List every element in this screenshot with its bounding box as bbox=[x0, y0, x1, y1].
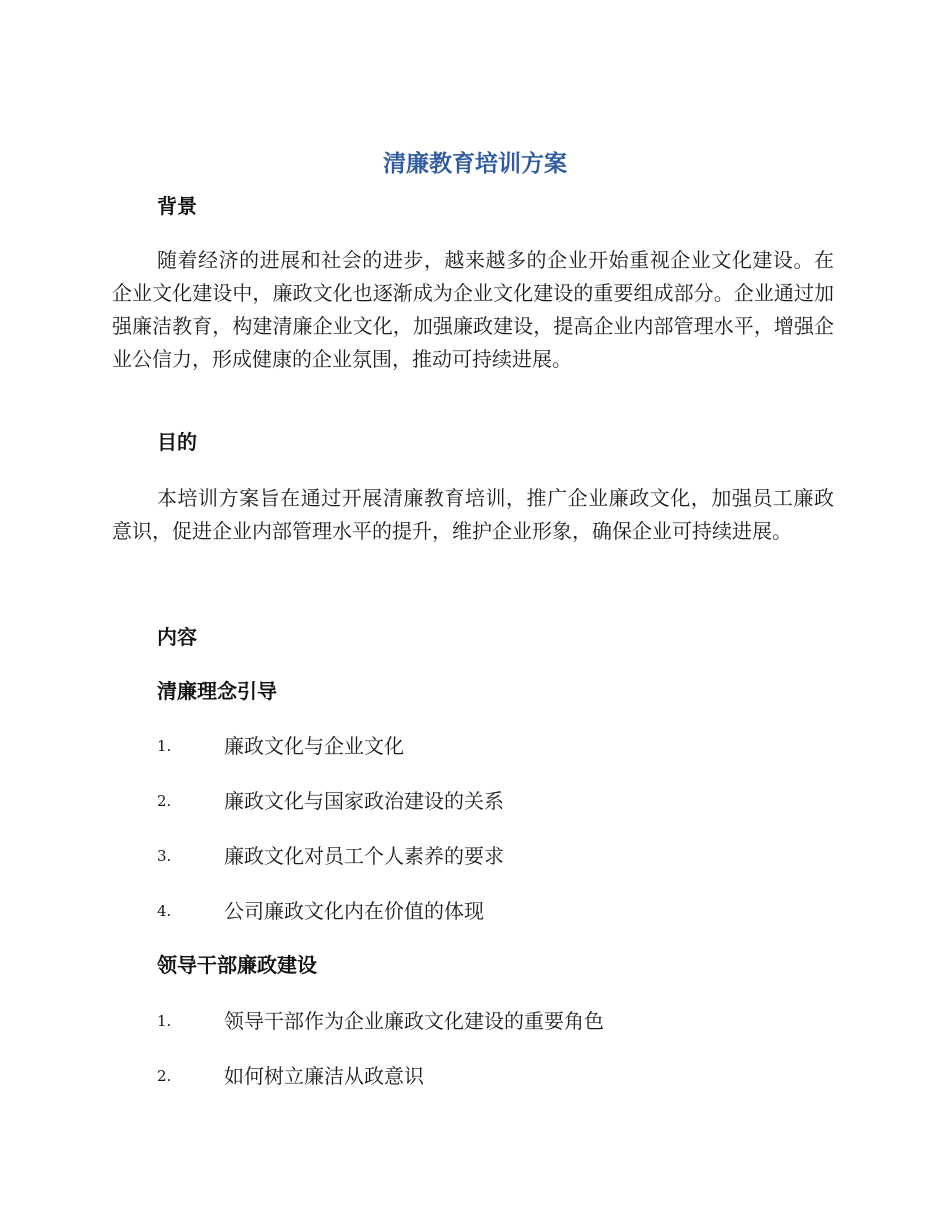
list-item bbox=[157, 841, 807, 871]
list-number: 2. bbox=[157, 792, 172, 810]
list-item-text: 廉政文化与国家政治建设的关系 bbox=[224, 789, 504, 813]
section-heading-content: 内容 bbox=[157, 625, 197, 649]
document-title: 清廉教育培训方案 bbox=[383, 151, 567, 177]
list-item-text: 领导干部作为企业廉政文化建设的重要角色 bbox=[224, 1009, 604, 1033]
list-item bbox=[157, 786, 807, 816]
subsection-heading-leadership: 领导干部廉政建设 bbox=[157, 953, 317, 977]
section-heading-purpose: 目的 bbox=[157, 430, 197, 454]
list-item bbox=[157, 1006, 807, 1036]
subsection-heading-integrity-concept: 清廉理念引导 bbox=[157, 679, 277, 703]
list-number: 1. bbox=[157, 737, 172, 755]
list-item-text: 公司廉政文化内在价值的体现 bbox=[224, 899, 484, 923]
list-number: 1. bbox=[157, 1012, 172, 1030]
list-item bbox=[157, 731, 807, 761]
list-item-text: 廉政文化与企业文化 bbox=[224, 734, 404, 758]
list-item-text: 如何树立廉洁从政意识 bbox=[224, 1064, 424, 1088]
list-item bbox=[157, 1061, 807, 1091]
list-number: 3. bbox=[157, 847, 172, 865]
purpose-paragraph: 本培训方案旨在通过开展清廉教育培训，推广企业廉政文化，加强员工廉政意识，促进企业内部管理水平的提升，维护企业形象，确保企业可持续进展。 bbox=[112, 486, 834, 543]
list-item bbox=[157, 896, 807, 926]
background-paragraph: 随着经济的进展和社会的进步，越来越多的企业开始重视企业文化建设。在企业文化建设中，廉政文化也逐渐成为企业文化建设的重要组成部分。企业通过加强廉洁教育，构建清廉企业文化，加强廉政建设，提高企业内部管理水平，增强企业公信力，形成健康的企业氛围，推动可持续进展。 bbox=[112, 248, 834, 371]
list-number: 4. bbox=[157, 902, 172, 920]
list-number: 2. bbox=[157, 1067, 172, 1085]
list-item-text: 廉政文化对员工个人素养的要求 bbox=[224, 844, 504, 868]
section-heading-background: 背景 bbox=[157, 194, 197, 218]
